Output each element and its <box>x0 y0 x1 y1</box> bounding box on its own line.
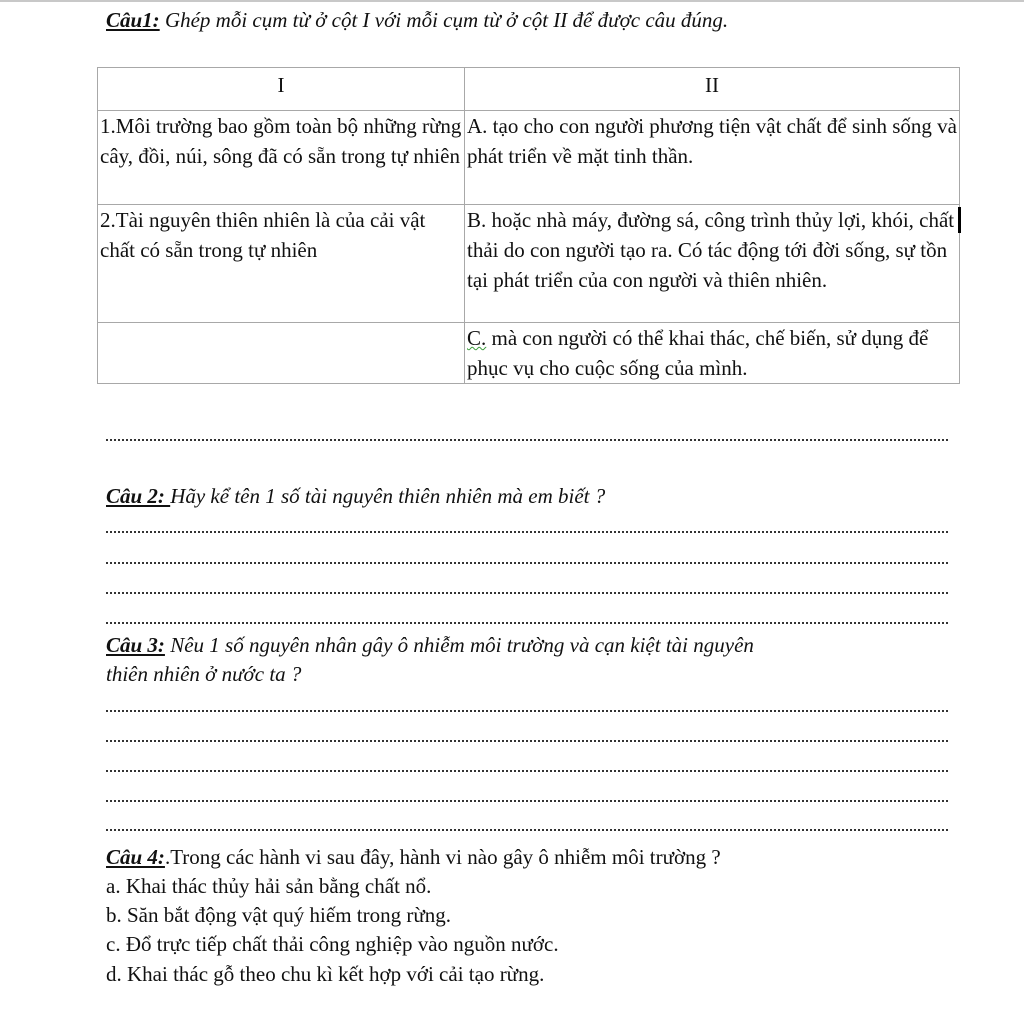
table-header-row <box>98 68 960 111</box>
question-2-label: Câu 2: <box>106 484 171 508</box>
question-3-text-line-2: thiên nhiên ở nước ta ? <box>106 662 302 686</box>
answer-line[interactable] <box>106 800 948 802</box>
column-ii-header: II <box>465 68 960 111</box>
option-b: b. Săn bắt động vật quý hiếm trong rừng. <box>106 903 452 927</box>
row-3-column-ii <box>465 323 960 384</box>
page-top-border <box>0 0 1024 2</box>
option-d: d. Khai thác gỗ theo chu kì kết hợp với cải tạo rừng. <box>106 962 545 986</box>
option-c: c. Đổ trực tiếp chất thải công nghiệp vào nguồn nước. <box>106 932 559 956</box>
answer-line[interactable] <box>106 439 948 441</box>
question-1-text: Ghép mỗi cụm từ ở cột I với mỗi cụm từ ở cột II để được câu đúng. <box>159 8 729 32</box>
matching-table <box>97 67 960 384</box>
row-3-column-i <box>98 323 465 384</box>
answer-line[interactable] <box>106 562 948 564</box>
row-2-column-i: 2.Tài nguyên thiên nhiên là của cải vật chất có sẵn trong tự nhiên <box>98 205 465 323</box>
question-3-text-line-1: Nêu 1 số nguyên nhân gây ô nhiễm môi trường và cạn kiệt tài nguyên <box>164 633 754 657</box>
row-3-prefix: C. <box>467 326 487 350</box>
row-1-column-i: 1.Môi trường bao gồm toàn bộ những rừng cây, đồi, núi, sông đã có sẵn trong tự nhiên <box>98 111 465 205</box>
question-3-continued <box>106 660 301 689</box>
question-1 <box>106 6 728 35</box>
answer-line[interactable] <box>106 710 948 712</box>
answer-line[interactable] <box>106 592 948 594</box>
answer-line[interactable] <box>106 531 948 533</box>
row-3-text: mà con người có thể khai thác, chế biến, sử dụng để phục vụ cho cuộc sống của mình. <box>467 326 929 380</box>
column-i-header: I <box>98 68 465 111</box>
answer-line[interactable] <box>106 740 948 742</box>
answer-line[interactable] <box>106 622 948 624</box>
text-cursor <box>958 207 961 233</box>
question-4-text: .Trong các hành vi sau đây, hành vi nào gây ô nhiễm môi trường ? <box>164 845 721 869</box>
question-4-label: Câu 4: <box>106 845 165 869</box>
option-a: a. Khai thác thủy hải sản bằng chất nổ. <box>106 874 432 898</box>
question-1-label: Câu1: <box>106 8 160 32</box>
row-2-column-ii: B. hoặc nhà máy, đường sá, công trình thủy lợi, khói, chất thải do con người tạo ra. Có tác động tới đời sống, sự tồn tại phát triển của con người và thiên nhiên. <box>465 205 960 323</box>
table-row <box>98 111 960 205</box>
row-1-column-ii: A. tạo cho con người phương tiện vật chất để sinh sống và phát triển về mặt tinh thần. <box>465 111 960 205</box>
question-3-label: Câu 3: <box>106 633 165 657</box>
table-row <box>98 205 960 323</box>
question-4 <box>106 843 721 872</box>
answer-line[interactable] <box>106 829 948 831</box>
question-3 <box>106 631 754 660</box>
table-row <box>98 323 960 384</box>
answer-line[interactable] <box>106 770 948 772</box>
question-2 <box>106 482 605 511</box>
question-2-text: Hãy kể tên 1 số tài nguyên thiên nhiên mà em biết ? <box>170 484 606 508</box>
